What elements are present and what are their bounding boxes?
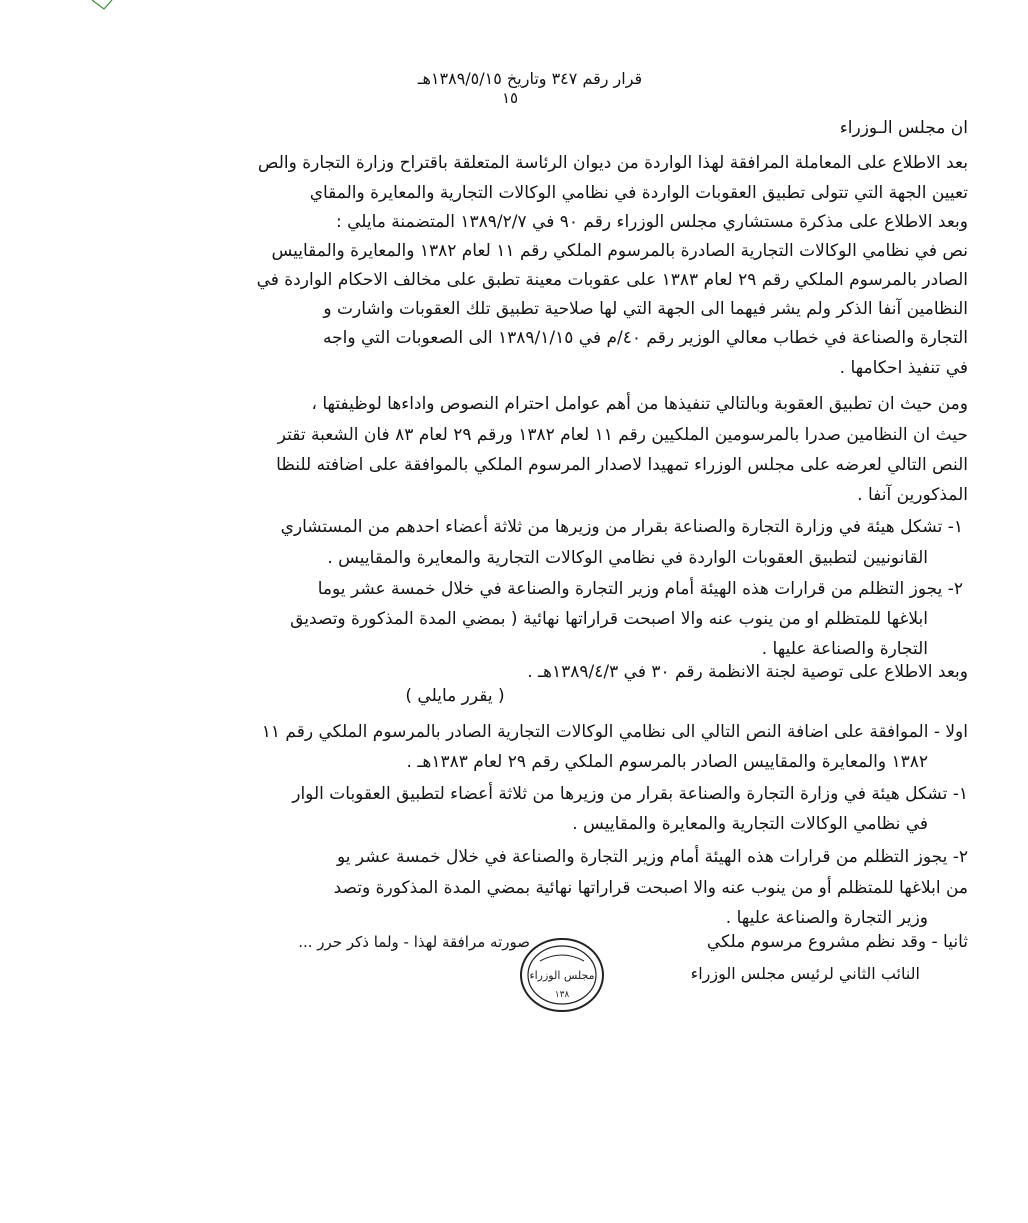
committee-line: وبعد الاطلاع على توصية لجنة الانظمة رقم ٣٠ في ١٣٨٩/٤/٣هـ . <box>527 662 968 682</box>
decision-reference-day: ١٥ <box>501 89 519 107</box>
body-line: الصادر بالمرسوم الملكي رقم ٢٩ لعام ١٣٨٣ على عقوبات معينة تطبق على مخالف الاحكام الواردة في <box>256 270 968 290</box>
seal-number: ١٣٨ <box>554 990 570 1000</box>
resolution-line: اولا - الموافقة على اضافة النص التالي الى نظامي الوكالات التجارية الصادر بالمرسوم الملكي رقم ١١ <box>261 722 968 742</box>
body-line: تعيين الجهة التي تتولى تطبيق العقوبات الواردة في نظامي الوكالات التجارية والمعايرة والمقاي <box>309 183 968 203</box>
seal-text: مجلس الوزراء <box>529 969 595 982</box>
body-line: حيث ان النظامين صدرا بالمرسومين الملكيين رقم ١١ لعام ١٣٨٢ ورقم ٢٩ لعام ٨٣ فان الشعبة تقتر <box>277 425 968 445</box>
body-line: نص في نظامي الوكالات التجارية الصادرة بالمرسوم الملكي رقم ١١ لعام ١٣٨٢ والمعايرة والمقاييس <box>271 241 968 261</box>
body-line: ومن حيث ان تطبيق العقوبة وبالتالي تنفيذها من أهم عوامل احترام النصوص واداءها لوظيفتها ، <box>311 394 968 414</box>
resolution-item: ٢- يجوز التظلم من قرارات هذه الهيئة أمام وزير التجارة والصناعة في خلال خمسة عشر يو <box>337 847 968 867</box>
body-line: في تنفيذ احكامها . <box>839 358 968 378</box>
closing-line: ثانيا - وقد نظم مشروع مرسوم ملكي <box>706 932 968 952</box>
official-seal-icon <box>518 935 606 1015</box>
proposal-item: ٢- يجوز التظلم من قرارات هذه الهيئة أمام وزير التجارة والصناعة في خلال خمسة عشر يوما <box>317 579 963 599</box>
resolution-item-cont: من ابلاغها للمتظلم أو من ينوب عنه والا اصبحت قراراتها نهائية بمضي المدة المذكورة وتصد <box>333 878 968 898</box>
resolution-item-cont: وزير التجارة والصناعة عليها . <box>725 908 928 928</box>
body-line: التجارة والصناعة في خطاب معالي الوزير رقم ٤٠/م في ١٣٨٩/١/١٥ الى الصعوبات التي واجه <box>323 328 968 348</box>
proposal-item: ١- تشكل هيئة في وزارة التجارة والصناعة بقرار من وزيرها من ثلاثة أعضاء احدهم من المستشاري <box>280 517 963 537</box>
proposal-item-cont: ابلاغها للمتظلم او من ينوب عنه والا اصبحت قراراتها نهائية ( بمضي المدة المذكورة وتصديق <box>290 609 928 629</box>
resolution-item-cont: في نظامي الوكالات التجارية والمعايرة والمقاييس . <box>572 814 928 834</box>
body-line: المذكورين آنفا . <box>857 485 968 505</box>
decision-heading: ( يقرر مايلي ) <box>405 686 505 706</box>
proposal-item-cont: التجارة والصناعة عليها . <box>761 639 928 659</box>
opening-line: ان مجلس الـوزراء <box>839 118 968 138</box>
body-line: النظامين آنفا الذكر ولم يشر فيهما الى الجهة التي لها صلاحية تطبيق تلك العقوبات واشارت و <box>323 299 968 319</box>
resolution-item: ١- تشكل هيئة في وزارة التجارة والصناعة بقرار من وزيرها من ثلاثة أعضاء لتطبيق العقوبات الوار <box>292 784 968 804</box>
body-line: وبعد الاطلاع على مذكرة مستشاري مجلس الوزراء رقم ٩٠ في ١٣٨٩/٢/٧ المتضمنة مايلي : <box>335 212 968 232</box>
body-line: بعد الاطلاع على المعاملة المرافقة لهذا الواردة من ديوان الرئاسة المتعلقة باقتراح وزارة التجارة والص <box>257 153 968 173</box>
proposal-item-cont: القانونيين لتطبيق العقوبات الواردة في نظامي الوكالات التجارية والمعايرة والمقاييس . <box>327 548 928 568</box>
body-line: النص التالي لعرضه على مجلس الوزراء تمهيدا لاصدار المرسوم الملكي بالموافقة على اضافته للنظا <box>276 455 968 475</box>
closing-line-end: صورته مرافقة لهذا - ولما ذكر حرر ... <box>298 933 530 951</box>
corner-mark-icon <box>0 0 120 12</box>
resolution-line: ١٣٨٢ والمعايرة والمقاييس الصادر بالمرسوم الملكي رقم ٢٩ لعام ١٣٨٣هـ . <box>406 752 928 772</box>
decision-reference: قرار رقم ٣٤٧ وتاريخ ١٣٨٩/٥/١٥هـ <box>417 69 643 88</box>
signature-title: النائب الثاني لرئيس مجلس الوزراء <box>690 964 920 983</box>
